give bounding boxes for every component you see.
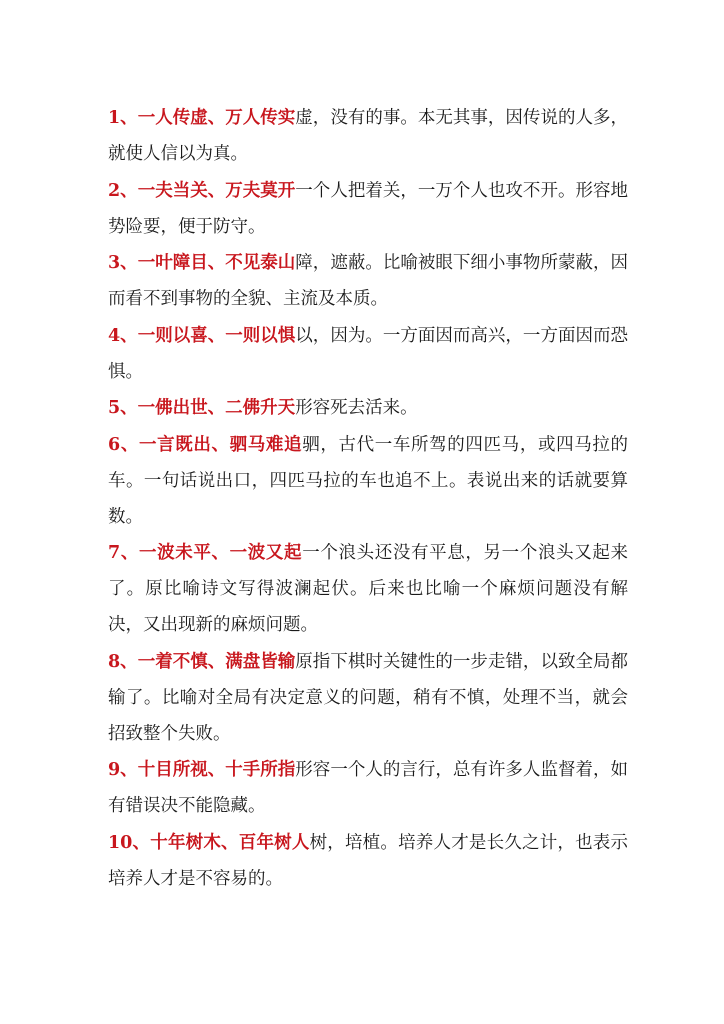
idiom-explanation: 障，遮蔽。比喻被眼下细小事物所蒙蔽，因而看不到事物的全貌、主流及本质。 xyxy=(108,253,628,309)
idiom-explanation: 一个人把着关，一万个人也攻不开。形容地势险要，便于防守。 xyxy=(108,180,628,237)
idiom-entry-9 xyxy=(108,752,628,824)
idiom-term: 3、一叶障目、不见泰山 xyxy=(108,253,296,273)
idiom-term: 10、十年树木、百年树人 xyxy=(108,832,310,853)
document-page xyxy=(108,100,628,897)
idiom-entry-5 xyxy=(108,390,628,426)
idiom-entry-1 xyxy=(108,100,628,172)
idiom-term: 6、一言既出、驷马难追 xyxy=(108,434,303,455)
idiom-explanation: 形容一个人的言行，总有许多人监督着，如有错误决不能隐藏。 xyxy=(108,760,628,816)
idiom-term: 9、十目所视、十手所指 xyxy=(108,760,296,780)
idiom-entry-10 xyxy=(108,825,628,897)
idiom-explanation: 形容死去活来。 xyxy=(295,398,418,418)
idiom-entry-7 xyxy=(108,535,628,643)
idiom-entry-4 xyxy=(108,318,628,390)
idiom-explanation: 以，因为。一方面因而高兴，一方面因而恐惧。 xyxy=(108,325,628,382)
idiom-explanation: 虚，没有的事。本无其事，因传说的人多，就使人信以为真。 xyxy=(108,108,628,164)
idiom-term: 1、一人传虚、万人传实 xyxy=(108,108,296,128)
idiom-entry-2 xyxy=(108,173,628,245)
idiom-explanation: 驷，古代一车所驾的四匹马，或四马拉的车。一句话说出口，四匹马拉的车也追不上。表说出来的话就要算数。 xyxy=(108,434,629,527)
idiom-term: 8、一着不慎、满盘皆输 xyxy=(108,651,296,672)
idiom-explanation: 原指下棋时关键性的一步走错，以致全局都输了。比喻对全局有决定意义的问题，稍有不慎，处理不当，就会招致整个失败。 xyxy=(108,651,628,744)
idiom-term: 2、一夫当关、万夫莫开 xyxy=(108,180,296,201)
idiom-term: 7、一波未平、一波又起 xyxy=(108,543,303,563)
idiom-term: 5、一佛出世、二佛升天 xyxy=(108,398,296,418)
idiom-entry-6 xyxy=(108,427,628,535)
idiom-explanation: 一个浪头还没有平息，另一个浪头又起来了。原比喻诗文写得波澜起伏。后来也比喻一个麻烦问题没有解决，又出现新的麻烦问题。 xyxy=(108,543,629,635)
idiom-entry-8 xyxy=(108,644,628,752)
idiom-term: 4、一则以喜、一则以惧 xyxy=(108,325,296,346)
idiom-explanation: 树，培植。培养人才是长久之计，也表示培养人才是不容易的。 xyxy=(108,832,629,889)
idiom-entry-3 xyxy=(108,245,628,317)
